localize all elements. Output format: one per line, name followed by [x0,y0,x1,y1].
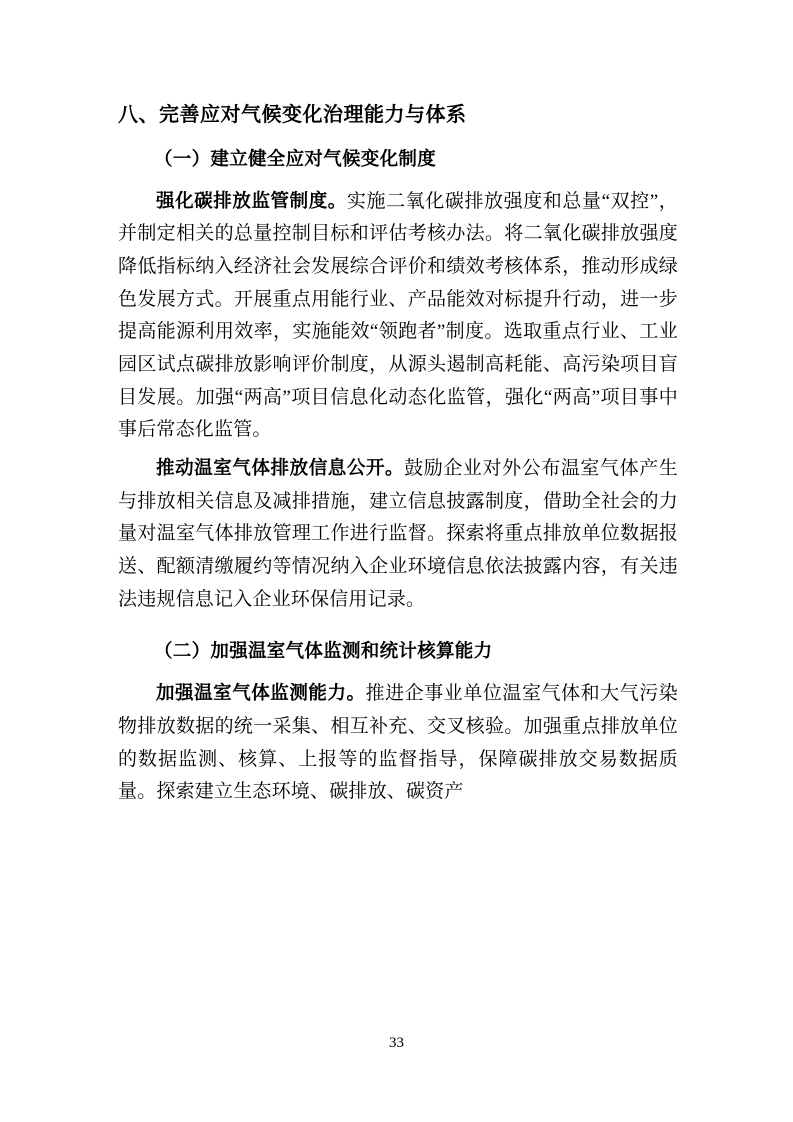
subsection-two-heading: （二）加强温室气体监测和统计核算能力 [154,641,493,663]
section-heading: 八、完善应对气候变化治理能力与体系 [118,102,467,126]
page-number: 33 [389,1035,404,1051]
paragraph-1-lead: 强化碳排放监管制度。 [156,190,347,212]
paragraph-1 [118,186,678,447]
paragraph-2 [118,453,678,616]
paragraph-3-text: 推进企事业单位温室气体和大气污染物排放数据的统一采集、相互补充、交叉核验。加强重点排放单位的数据监测、核算、上报等的监督指导，保障碳排放交易数据质量。探索建立生态环境、碳排放、碳资产 [118,683,679,803]
paragraph-2-lead: 推动温室气体排放信息公开。 [156,458,405,480]
page-content [118,100,678,815]
paragraph-1-text: 实施二氧化碳排放强度和总量“双控”，并制定相关的总量控制目标和评估考核办法。将二氧化碳排放强度降低指标纳入经济社会发展综合评价和绩效考核体系，推动形成绿色发展方式。开展重点用能行业、产品能效对标提升行动，进一步提高能源利用效率，实施能效“领跑者”制度。选取重点行业、工业园区试点碳排放影响评价制度，从源头遏制高耗能、高污染项目盲目发展。加强“两高”项目信息化动态化监管，强化“两高”项目事中事后常态化监管。 [118,190,678,441]
paragraph-3-lead: 加强温室气体监测能力。 [156,683,366,705]
subsection-one-heading: （一）建立健全应对气候变化制度 [154,149,437,170]
paragraph-3 [118,678,678,809]
paragraph-2-text: 鼓励企业对外公布温室气体产生与排放相关信息及减排措施，建立信息披露制度，借助全社会的力量对温室气体排放管理工作进行监督。探索将重点排放单位数据报送、配额清缴履约等情况纳入企业环境信息依法披露内容，有关违法违规信息记入企业环保信用记录。 [118,458,678,610]
